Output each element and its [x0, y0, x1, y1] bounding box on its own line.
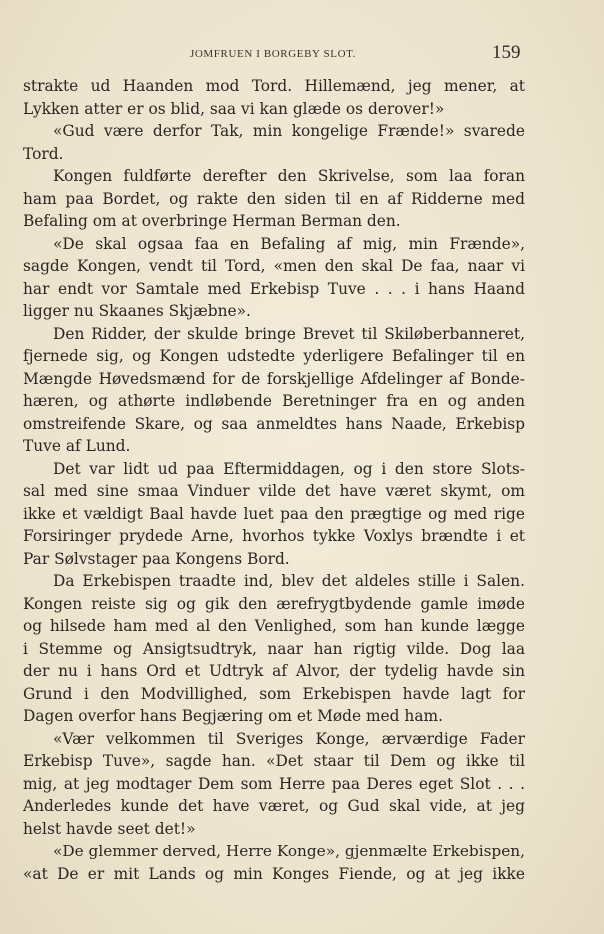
text-line: Lykken atter er os blid, saa vi kan glæde os derover!»: [23, 99, 445, 118]
text-line: Mængde Høvedsmænd for de forskjellige Afdelinger af Bonde-: [23, 369, 525, 388]
text-line: Forsiringer prydede Arne, hvorhos tykke Voxlys brændte i et: [23, 527, 525, 545]
body-text: [23, 75, 525, 885]
text-line: sal med sine smaa Vinduer vilde det have været skymt, om: [23, 482, 525, 500]
text-line: Tuve af Lund.: [23, 437, 131, 455]
text-line: «Vær velkommen til Sveriges Konge, ærværdige Fader: [53, 729, 525, 748]
text-line: har endt vor Samtale med Erkebisp Tuve . . . i hans Haand: [23, 279, 525, 298]
text-line: i Stemme og Ansigtsudtryk, naar han rigtig vilde. Dog laa: [23, 639, 525, 658]
text-line: «Gud være derfor Tak, min kongelige Frænde!» svarede: [53, 122, 525, 140]
text-line: omstreifende Skare, og saa anmeldtes hans Naade, Erkebisp: [23, 414, 525, 433]
text-line: ikke et vældigt Baal havde luet paa den prægtige og med rige: [23, 504, 525, 523]
text-line: «De skal ogsaa faa en Befaling af mig, min Frænde»,: [53, 234, 525, 253]
text-line: strakte ud Haanden mod Tord. Hillemænd, jeg mener, at: [23, 77, 525, 95]
text-line: Tord.: [23, 144, 64, 163]
text-line: Den Ridder, der skulde bringe Brevet til Skiløberbanneret,: [53, 324, 525, 343]
text-line: Erkebisp Tuve», sagde han. «Det staar til Dem og ikke til: [23, 752, 525, 770]
text-line: ham paa Bordet, og rakte den siden til en af Ridderne med: [23, 189, 525, 208]
running-title: JOMFRUEN I BORGEBY SLOT.: [190, 48, 356, 60]
text-line: «De glemmer derved, Herre Konge», gjenmælte Erkebispen,: [53, 842, 525, 860]
text-line: sagde Kongen, vendt til Tord, «men den skal De faa, naar vi: [23, 257, 525, 275]
text-line: Befaling om at overbringe Herman Berman den.: [23, 212, 401, 230]
page-number: 159: [492, 42, 521, 63]
text-line: Grund i den Modvillighed, som Erkebispen havde lagt for: [23, 684, 525, 703]
text-line: Par Sølvstager paa Kongens Bord.: [23, 549, 290, 568]
text-line: Kongen fuldførte derefter den Skrivelse, som laa foran: [53, 167, 525, 185]
text-line: Dagen overfor hans Begjæring om et Møde med ham.: [23, 707, 443, 725]
text-line: og hilsede ham med al den Venlighed, som han kunde lægge: [23, 617, 525, 635]
text-line: ligger nu Skaanes Skjæbne».: [23, 302, 251, 320]
text-line: Anderledes kunde det have været, og Gud skal vide, at jeg: [23, 797, 525, 815]
text-line: Kongen reiste sig og gik den ærefrygtbydende gamle imøde: [23, 594, 525, 613]
text-line: der nu i hans Ord et Udtryk af Alvor, der tydelig havde sin: [23, 662, 525, 680]
text-line: Da Erkebispen traadte ind, blev det aldeles stille i Salen.: [53, 572, 525, 590]
text-line: hæren, og athørte indløbende Beretninger fra en og anden: [23, 392, 525, 410]
text-line: «at De er mit Lands og min Konges Fiende, og at jeg ikke: [23, 864, 525, 883]
page-header: [0, 42, 604, 66]
text-line: helst havde seet det!»: [23, 819, 196, 838]
text-line: mig, at jeg modtager Dem som Herre paa Deres eget Slot . . .: [23, 774, 525, 793]
text-line: fjernede sig, og Kongen udstedte yderligere Befalinger til en: [23, 347, 525, 365]
text-line: Det var lidt ud paa Eftermiddagen, og i den store Slots-: [53, 459, 525, 478]
